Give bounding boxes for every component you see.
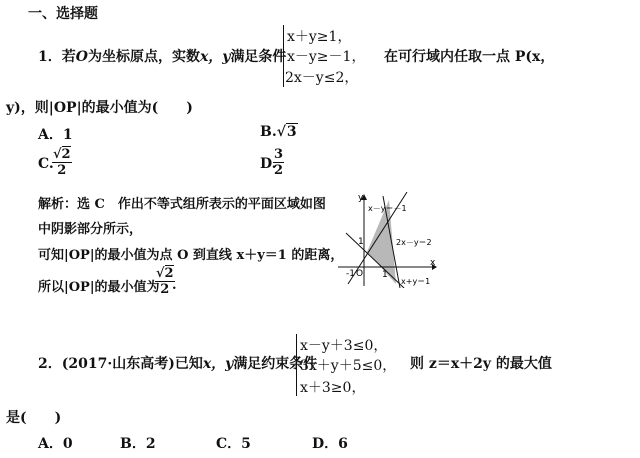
- q1-option-a: A．1: [38, 127, 73, 143]
- q1-option-b-prefix: B.: [260, 124, 277, 140]
- q1-option-d-numerator: 3: [274, 147, 284, 162]
- q2-xy: x，y: [202, 356, 234, 372]
- q1-option-c-fraction: [52, 147, 72, 178]
- figure-x-tick-1: 1: [382, 270, 388, 280]
- figure-origin-label: O: [356, 269, 364, 279]
- q2-option-a: A．0: [38, 436, 73, 452]
- q2-mid: 满足约束条件: [233, 356, 318, 372]
- q1-condition-1: x＋y≥1，: [287, 29, 352, 45]
- q1-line2: y)，则|OP|的最小值为( ): [6, 100, 193, 116]
- q1-option-d-denominator: 2: [274, 163, 284, 178]
- q1-condition-2: x－y≥－1，: [287, 49, 366, 65]
- q1-mid2: 满足条件: [230, 49, 287, 65]
- section-title: 一、选择题: [28, 6, 98, 22]
- q1-o-var: O: [75, 49, 88, 65]
- q1-tail: 在可行域内任取一点 P(x，: [384, 49, 555, 65]
- q2-option-b: B．2: [120, 436, 156, 452]
- q1-prefix: 1．若: [38, 49, 76, 65]
- q1-stem: [38, 46, 286, 66]
- figure-y-label: y: [358, 193, 364, 203]
- figure-y-tick-1: 1: [358, 237, 364, 247]
- q2-line2: 是( ): [6, 410, 62, 426]
- q1-option-d-prefix: D.: [260, 156, 277, 172]
- q1-option-c-radicand: 2: [61, 147, 71, 162]
- figure-line-c-label: x+y＝1: [401, 277, 431, 286]
- q1-solution-line3: 可知|OP|的最小值为点 O 到直线 x＋y＝1 的距离，: [38, 248, 344, 263]
- q1-option-b: [260, 124, 298, 140]
- q1-mid1: 为坐标原点，实数: [87, 49, 200, 65]
- figure-line-b-label: 2x－y＝2: [396, 238, 432, 247]
- q2-brace: [296, 334, 297, 396]
- figure-x-tick-neg1: -1: [346, 269, 355, 279]
- q1-solution-line4: [38, 276, 160, 295]
- q2-option-c: C．5: [216, 436, 251, 452]
- q2-stem: [38, 353, 317, 373]
- q1-solution-radicand: 2: [164, 266, 174, 281]
- q2-condition-3: x＋3≥0，: [300, 380, 366, 396]
- q1-option-d-fraction: [273, 147, 284, 178]
- q1-xy: x，y: [199, 49, 231, 65]
- q1-solution-line2: 中阴影部分所示，: [38, 222, 143, 237]
- feasible-region-figure: [336, 192, 440, 288]
- q2-option-d: D．6: [312, 436, 348, 452]
- sqrt-symbol: √3: [276, 124, 297, 140]
- figure-line-a-label: x－y＝－1: [368, 204, 407, 213]
- q2-prefix: 2．(2017·山东高考)已知: [38, 356, 203, 372]
- figure-x-label: x: [430, 258, 436, 268]
- q1-option-c-denominator: 2: [57, 163, 67, 178]
- q2-condition-2: 3x＋y＋5≤0，: [300, 358, 397, 374]
- q1-brace: [283, 25, 284, 87]
- q1-solution-line4-prefix: 所以|OP|的最小值为: [38, 280, 160, 295]
- q1-solution-denominator: 2: [160, 282, 170, 297]
- q1-solution-line1: 解析：选 C 作出不等式组所表示的平面区域如图: [38, 197, 326, 212]
- fraction-numerator: √2: [53, 147, 71, 162]
- q1-solution-period: .: [172, 278, 177, 293]
- q2-tail: 则 z＝x＋2y 的最大值: [410, 356, 552, 372]
- q1-option-b-radicand: 3: [286, 124, 297, 140]
- q1-option-c-prefix: C.: [38, 156, 54, 172]
- fraction-numerator: √2: [156, 266, 174, 281]
- q1-condition-3: 2x－y≤2，: [285, 70, 359, 86]
- q2-condition-1: x－y＋3≤0，: [300, 338, 388, 354]
